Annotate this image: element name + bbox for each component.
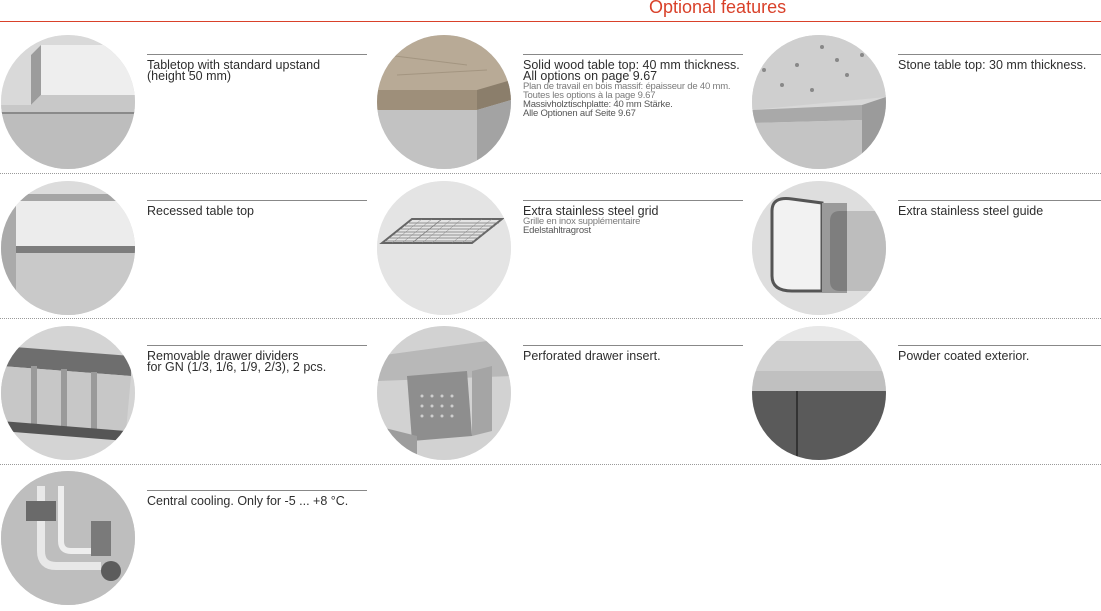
caption-rule: [523, 345, 743, 346]
perforated-insert-icon: [377, 326, 511, 460]
feature-tabletop-upstand: [1, 35, 367, 175]
caption-subline: Edelstahltragrost: [523, 225, 591, 236]
caption-line: Extra stainless steel guide: [898, 204, 1044, 218]
feature-caption: [898, 206, 1101, 217]
drawer-dividers-icon: [1, 326, 135, 460]
caption-subline: Toutes les options à la page 9.67: [523, 90, 656, 101]
feature-powder-coated: [752, 326, 1101, 466]
central-cooling-icon: [1, 471, 135, 605]
tabletop-upstand-icon: [1, 35, 135, 169]
feature-steel-guide: [752, 181, 1101, 321]
stone-top-icon: [752, 35, 886, 169]
caption-line: Perforated drawer insert.: [523, 349, 661, 363]
steel-grid-icon: [377, 181, 511, 315]
caption-rule: [898, 345, 1101, 346]
caption-rule: [898, 200, 1101, 201]
steel-guide-icon: [752, 181, 886, 315]
caption-line: Tabletop with standard upstand: [147, 58, 321, 72]
feature-stone-top: [752, 35, 1101, 175]
feature-recessed-top: [1, 181, 367, 321]
caption-rule: [523, 200, 743, 201]
caption-subline: Plan de travail en bois massif: épaisseur de 40 mm.: [523, 81, 731, 92]
feature-steel-grid: [377, 181, 743, 321]
caption-subline: Massivholztischplatte: 40 mm Stärke.: [523, 99, 673, 110]
caption-line: Powder coated exterior.: [898, 349, 1030, 363]
caption-line: (height 50 mm): [147, 69, 232, 83]
caption-rule: [523, 54, 743, 55]
feature-caption: [898, 60, 1101, 71]
feature-caption: [147, 351, 369, 373]
caption-line: Removable drawer dividers: [147, 349, 299, 363]
feature-caption: [147, 206, 369, 217]
caption-line: All options on page 9.67: [523, 69, 658, 83]
caption-rule: [147, 54, 367, 55]
caption-subline: Grille en inox supplémentaire: [523, 216, 641, 227]
feature-caption: [523, 60, 745, 118]
caption-line: Extra stainless steel grid: [523, 204, 659, 218]
header-rule: [0, 21, 1101, 22]
feature-caption: [523, 206, 745, 235]
recessed-top-icon: [1, 181, 135, 315]
feature-drawer-dividers: [1, 326, 367, 466]
feature-caption: [147, 496, 369, 507]
feature-perforated-insert: [377, 326, 743, 466]
feature-caption: [898, 351, 1101, 362]
caption-line: Solid wood table top: 40 mm thickness.: [523, 58, 740, 72]
feature-central-cooling: [1, 471, 367, 611]
feature-solid-wood-top: [377, 35, 743, 175]
caption-line: Stone table top: 30 mm thickness.: [898, 58, 1087, 72]
feature-caption: [147, 60, 369, 82]
solid-wood-top-icon: [377, 35, 511, 169]
caption-line: Central cooling. Only for -5 ... +8 °C.: [147, 494, 349, 508]
feature-caption: [523, 351, 745, 362]
caption-rule: [147, 200, 367, 201]
caption-subline: Alle Optionen auf Seite 9.67: [523, 108, 636, 119]
powder-coated-icon: [752, 326, 886, 460]
caption-line: Recessed table top: [147, 204, 255, 218]
page-header-title: Optional features: [649, 0, 787, 17]
caption-rule: [147, 345, 367, 346]
caption-rule: [147, 490, 367, 491]
caption-rule: [898, 54, 1101, 55]
caption-line: for GN (1/3, 1/6, 1/9, 2/3), 2 pcs.: [147, 360, 327, 374]
